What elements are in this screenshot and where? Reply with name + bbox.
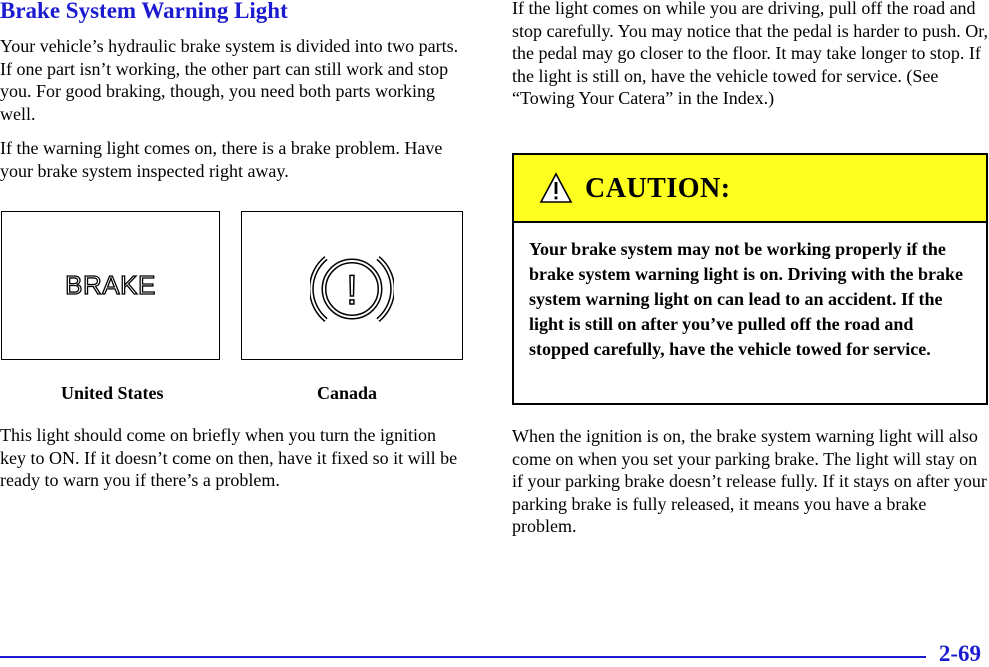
caution-box	[512, 153, 988, 405]
ignition-check-paragraph: This light should come on briefly when you turn the ignition key to ON. If it doesn’t come on then, have it fixed so it will be ready to warn you if there’s a problem.	[0, 425, 458, 490]
caution-header	[514, 155, 986, 223]
footer-rule	[0, 656, 926, 658]
warning-triangle-icon	[539, 172, 573, 204]
us-brake-symbol-figure	[1, 211, 220, 360]
caution-title: CAUTION:	[585, 173, 731, 204]
canada-label: Canada	[317, 383, 378, 403]
driving-paragraph: If the light comes on while you are driving, pull off the road and stop carefully. You may notice that the pedal is harder to push. Or, the pedal may go closer to the floor. It may take longer to stop. If the light is still on, have the vehicle towed for service. (See “Towing Your Catera” in the Index.)	[512, 0, 989, 108]
warning-paragraph: If the warning light comes on, there is a brake problem. Have your brake system inspected right away.	[0, 138, 443, 181]
exclamation-glyph: !	[346, 266, 358, 313]
brake-circle-exclamation-icon	[310, 252, 394, 326]
us-label: United States	[61, 383, 164, 403]
intro-paragraph: Your vehicle’s hydraulic brake system is divided into two parts. If one part isn’t working, the other part can still work and stop you. For good braking, though, you need both parts working well.	[0, 36, 459, 124]
section-title: Brake System Warning Light	[0, 0, 288, 23]
page-number: 2-69	[938, 641, 981, 666]
canada-brake-symbol-figure	[241, 211, 463, 360]
caution-text: Your brake system may not be working properly if the brake system warning light is on. Driving with the brake system warning light on can lead to an accident. If the light is still on after you’ve pulled off the road and stopped carefully, have the vehicle towed for service.	[529, 239, 964, 359]
parking-brake-paragraph: When the ignition is on, the brake system warning light will also come on when you set your parking brake. The light will stay on if your parking brake doesn’t release fully. If it stays on after your parking brake is fully released, it means you have a brake problem.	[512, 426, 987, 536]
brake-word-symbol: BRAKE	[65, 270, 156, 300]
